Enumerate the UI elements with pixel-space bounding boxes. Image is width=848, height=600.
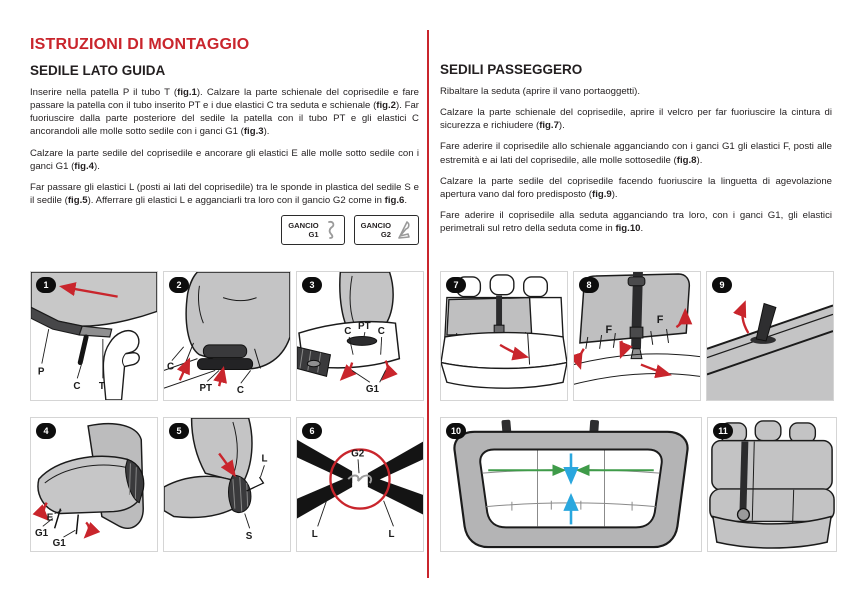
- figure-3: [296, 271, 424, 401]
- figure-9: [706, 271, 834, 401]
- label-pt: PT: [199, 383, 212, 395]
- hook-g2-text: [361, 221, 391, 240]
- label-g2: G2: [351, 448, 365, 460]
- figure-8: [573, 271, 701, 401]
- hook-box-g1: [281, 215, 344, 245]
- label-s: S: [245, 531, 253, 543]
- label-p: P: [37, 366, 45, 378]
- seat-arrow: [641, 365, 669, 375]
- fig10-illustration: [441, 418, 701, 551]
- hook-g1-code: G1: [308, 230, 319, 240]
- figure-11: [707, 417, 837, 552]
- hook-g2-icon: [396, 220, 412, 240]
- figure-4: [30, 417, 158, 552]
- label-f-right: F: [656, 314, 664, 327]
- hook-g2-code: G2: [380, 230, 391, 240]
- passenger-paragraph-3: Fare aderire il coprisedile allo schienale agganciando con i ganci G1 gli elastici F, posti alle estremità e ai lati del coprisedile, alle molle sottosedile (fig.8).: [440, 141, 832, 166]
- hook-legend: [30, 215, 419, 245]
- tab-shape: [750, 304, 776, 344]
- figure-1-number: 1: [36, 277, 56, 293]
- label-c-right: C: [236, 385, 244, 397]
- figure-2-number: 2: [169, 277, 189, 293]
- label-t: T: [98, 381, 105, 393]
- driver-seat-figures: [30, 271, 424, 552]
- figure-2: [163, 271, 291, 401]
- figure-4-number: 4: [36, 423, 56, 439]
- headrests-shape: [457, 275, 548, 297]
- figure-5: [163, 417, 291, 552]
- elastic-arrow-right: [219, 369, 223, 386]
- driver-seat-paragraph-1: Inserire nella patella P il tubo T (fig.1). Calzare la parte schienale del coprisedile e fare passare la patella con il tubo inserito PT e i due elastici C tra seduta e schienale (fig.2). Far fuoriuscire dalla parte posteriore del sedile la patella con il tubo PT e gli elastici C ancorandoli alle molle sotto sedile con i ganci G1 (fig.3).: [30, 87, 420, 138]
- label-e: E: [46, 512, 54, 524]
- label-c-left: C: [344, 326, 352, 338]
- figure-10: [440, 417, 702, 552]
- label-c-left: C: [166, 361, 175, 373]
- passenger-paragraph-1: Ribaltare la seduta (aprire il vano portaoggetti).: [440, 86, 640, 97]
- label-l: L: [261, 453, 268, 465]
- passenger-figures-row2: [440, 417, 837, 552]
- headrests-shape: [721, 421, 816, 443]
- label-c-right: C: [377, 326, 385, 338]
- passenger-paragraph-4: Calzare la parte sedile del coprisedile facendo fuoriuscire la linguetta di agevolazione apertura vano dal foro predisposto (fig.9).: [440, 175, 832, 200]
- passenger-paragraph-2: Calzare la parte schienale del coprisedile, aprire il velcro per far fuoriuscire la cintura di sicurezza e richiudere (fig.7).: [440, 107, 832, 132]
- figure-1: [30, 271, 158, 401]
- figure-10-number: 10: [446, 423, 466, 439]
- hook-g1-label: GANCIO: [288, 220, 319, 230]
- label-l-left: L: [311, 529, 318, 541]
- driver-seat-heading: SEDILE LATO GUIDA: [30, 63, 166, 78]
- elastic-arrow-mid: [621, 341, 622, 356]
- passenger-seats-heading: SEDILI PASSEGGERO: [440, 62, 583, 77]
- driver-seat-paragraph-2: Calzare la parte sedile del coprisedile e ancorare gli elastici E alle molle sotto sedile con i ganci G1 (fig.4).: [30, 147, 419, 172]
- label-pt: PT: [358, 321, 371, 333]
- hand-shape: [103, 331, 139, 400]
- label-g1-right: G1: [52, 538, 66, 550]
- label-c: C: [73, 381, 81, 393]
- figure-9-number: 9: [712, 277, 732, 293]
- hook-g1-text: [288, 221, 318, 240]
- pull-tab-arrow: [742, 304, 748, 334]
- label-f-left: F: [605, 324, 613, 337]
- hook-g1-icon: [324, 220, 338, 240]
- hook-box-g2: [354, 215, 419, 245]
- right-column: [440, 62, 832, 243]
- label-g1-left: G1: [34, 528, 49, 540]
- figure-11-number: 11: [713, 423, 733, 439]
- label-l-right: L: [388, 529, 395, 541]
- figure-8-number: 8: [579, 277, 599, 293]
- elastic-arrow-left: [579, 349, 584, 367]
- tube-flap-oval: [347, 336, 377, 345]
- figure-5-number: 5: [169, 423, 189, 439]
- figure-6: [296, 417, 424, 552]
- hook-g2-label: GANCIO: [360, 220, 391, 230]
- page-title: ISTRUZIONI DI MONTAGGIO: [30, 36, 250, 53]
- hook-arrow-right: [86, 522, 89, 536]
- passenger-figures-row1: [440, 271, 834, 401]
- figure-7: [440, 271, 568, 401]
- driver-seat-paragraph-3: Far passare gli elastici L (posti ai lati del coprisedile) tra le sponde in plastica del sedile S e il sedile (fig.5). Afferrare gli elastici L e agganciarli tra loro con il gancio G2 come in fig.6.: [30, 181, 419, 206]
- seat-cushions-shape: [441, 333, 567, 389]
- figure-6-number: 6: [302, 423, 322, 439]
- figure-7-number: 7: [446, 277, 466, 293]
- column-divider: [427, 30, 429, 578]
- label-g1: G1: [365, 384, 380, 396]
- passenger-paragraph-5: Fare aderire il coprisedile alla seduta agganciando tra loro, con i ganci G1, gli elastici perimetrali sul retro della seduta come in fig.10.: [440, 209, 832, 235]
- plastic-side-shape: [228, 475, 250, 512]
- covered-bench-shape: [710, 441, 834, 548]
- figure-3-number: 3: [302, 277, 322, 293]
- left-column: [30, 36, 419, 245]
